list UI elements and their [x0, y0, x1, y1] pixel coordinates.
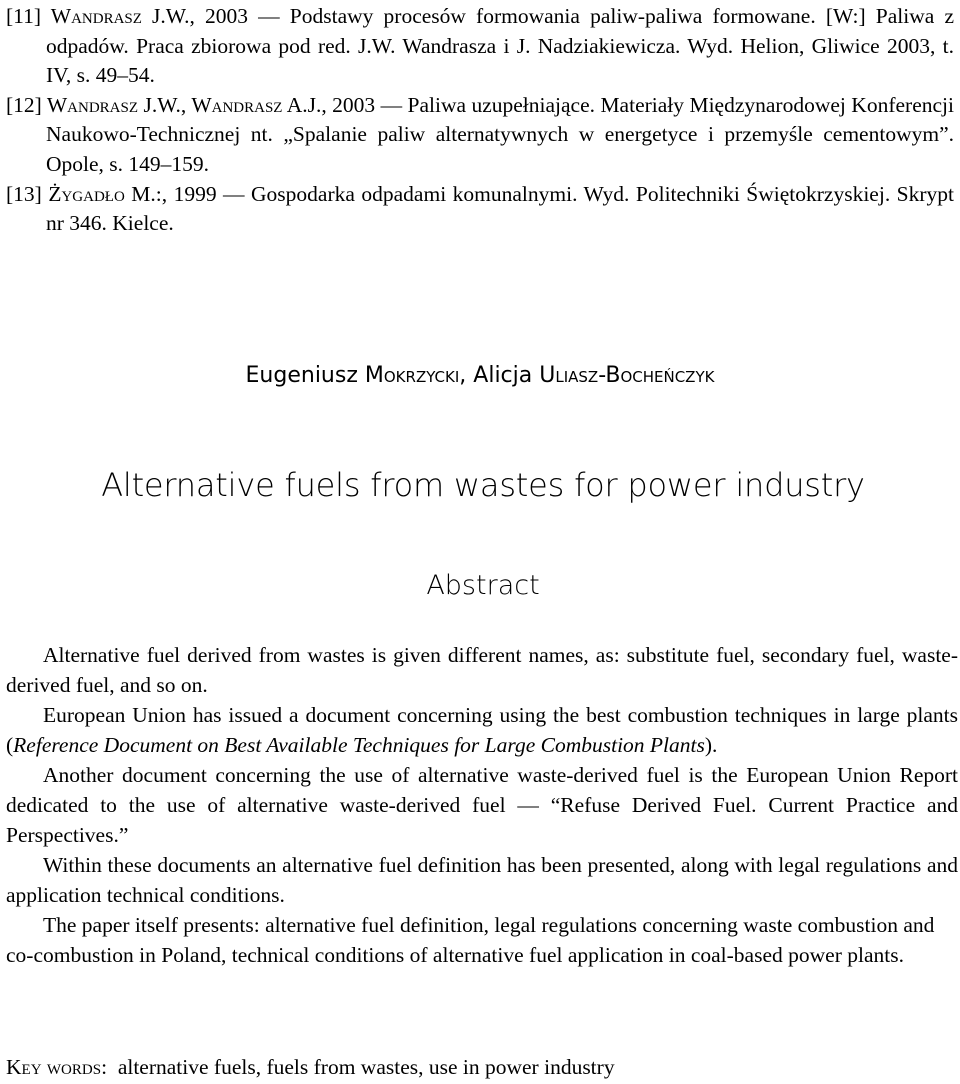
abstract-heading: Abstract: [426, 570, 540, 601]
abstract-paragraph: Within these documents an alternative fuel definition has been presented, along with legal regulations and application technical conditions.: [6, 853, 958, 907]
paper-title: Alternative fuels from wastes for power industry: [101, 466, 865, 504]
abstract-paragraph: Alternative fuel derived from wastes is given different names, as: substitute fuel, secondary fuel, waste-derived fuel, and so on.: [6, 643, 958, 697]
reference-author: Wandrasz: [50, 4, 142, 28]
document-title: Reference Document on Best Available Techniques for Large Combustion Plants: [13, 733, 705, 757]
reference-text: M.:, 1999 — Gospodarka odpadami komunalnymi. Wyd. Politechniki Świętokrzyskiej. Skrypt nr 346. Kielce.: [46, 181, 955, 236]
reference-text: J.W., 2003 — Podstawy procesów formowania paliw-paliwa formowane. [W:] Paliwa z odpadów. Praca zbiorowa pod red. J.W. Wandrasza i J. Nadziakiewicza. Wyd. Helion, Gliwice 2003, t. IV, s. 49–54.: [46, 4, 954, 88]
abstract-body: [6, 640, 958, 970]
paper-authors: Eugeniusz Mokrzycki, Alicja Uliasz-Bocheńczyk: [245, 363, 715, 388]
abstract-paragraph: The paper itself presents: alternative fuel definition, legal regulations concerning waste combustion and co-combustion in Poland, technical conditions of alternative fuel application in coal-based power plants.: [6, 913, 935, 967]
reference-number: [13]: [6, 181, 42, 206]
reference-author: Żygadło: [48, 181, 125, 206]
reference-item: [6, 180, 954, 239]
reference-item: [6, 91, 954, 180]
reference-text: A.J., 2003 — Paliwa uzupełniające. Materiały Międzynarodowej Konferencji Naukowo-Technicznej nt. „Spalanie paliw alternatywnych w energetyce i przemyśle cementowym”. Opole, s. 149–159.: [46, 92, 954, 176]
abstract-paragraph: Another document concerning the use of alternative waste-derived fuel is the European Union Report dedicated to the use of alternative waste-derived fuel — “Refuse Derived Fuel. Current Practice and Perspectives.”: [6, 763, 958, 847]
keywords: [6, 1055, 615, 1080]
reference-number: [11]: [6, 4, 42, 28]
reference-list: [6, 2, 954, 239]
keywords-text: alternative fuels, fuels from wastes, use in power industry: [117, 1055, 615, 1079]
keywords-label: Key words:: [6, 1055, 108, 1079]
reference-author: Wandrasz J.W., Wandrasz: [46, 92, 283, 117]
reference-number: [12]: [6, 92, 42, 117]
reference-item: [6, 2, 954, 91]
abstract-paragraph: European Union has issued a document concerning using the best combustion techniques in large plants (Reference Document on Best Available Techniques for Large Combustion Plants).: [6, 703, 958, 757]
